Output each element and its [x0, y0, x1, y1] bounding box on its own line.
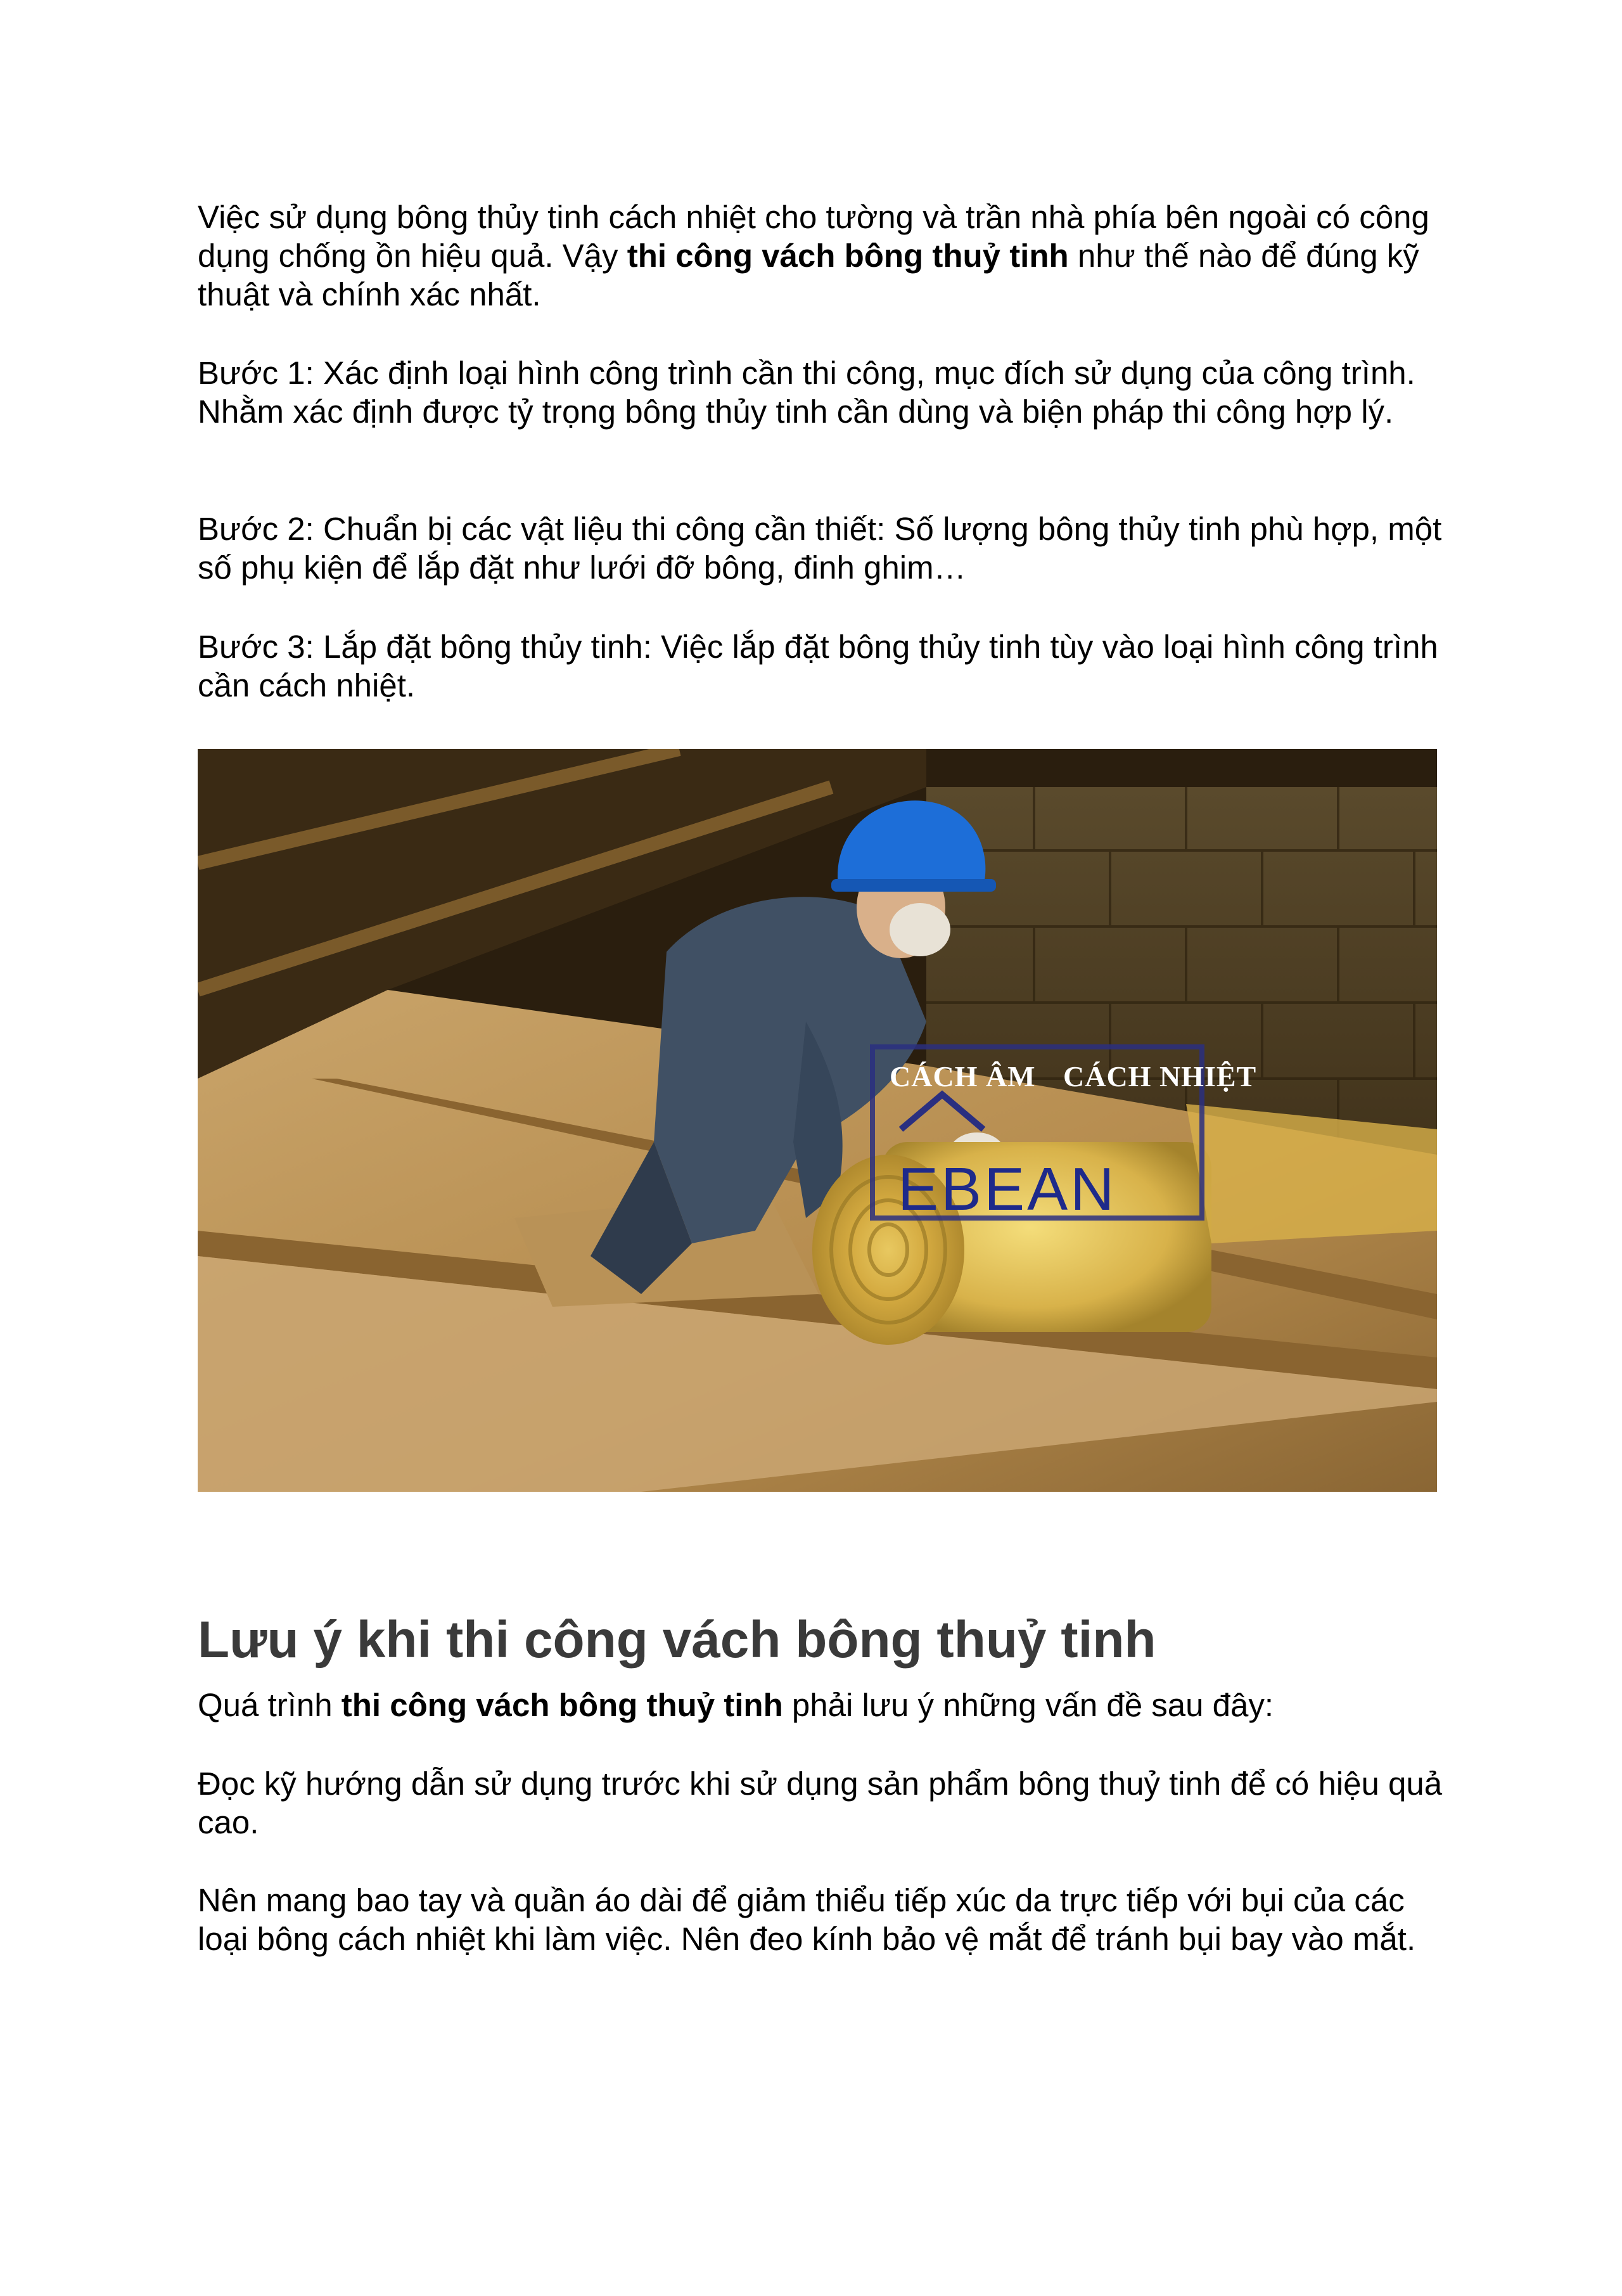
section-lead-paragraph [198, 1686, 1452, 1724]
insulation-install-photo [198, 749, 1437, 1492]
intro-text-end: như thế nào để đúng kỹ thuật và chính xác nhất. [198, 238, 1419, 312]
step-1-paragraph: Bước 1: Xác định loại hình công trình cần thi công, mục đích sử dụng của công trình. Nhằm xác định được tỷ trọng bông thủy tinh cần dùng và biện pháp thi công hợp lý. [198, 355, 1415, 430]
note-2-paragraph: Nên mang bao tay và quần áo dài để giảm thiểu tiếp xúc da trực tiếp với bụi của các loại bông cách nhiệt khi làm việc. Nên đeo kính bảo vệ mắt để tránh bụi bay vào mắt. [198, 1882, 1416, 1957]
step-3-paragraph: Bước 3: Lắp đặt bông thủy tinh: Việc lắp đặt bông thủy tinh tùy vào loại hình công trình cần cách nhiệt. [198, 629, 1438, 703]
intro-text-start: Việc sử dụng bông thủy tinh cách nhiệt cho tường và trần nhà phía bên ngoài có công dụng chống ồn hiệu quả. Vậy [198, 199, 1429, 274]
note-1-paragraph: Đọc kỹ hướng dẫn sử dụng trước khi sử dụng sản phẩm bông thuỷ tinh để có hiệu quả cao. [198, 1766, 1443, 1840]
intro-paragraph [198, 198, 1452, 314]
section-heading: Lưu ý khi thi công vách bông thuỷ tinh [198, 1611, 1156, 1669]
step-2-paragraph: Bước 2: Chuẩn bị các vật liệu thi công cần thiết: Số lượng bông thủy tinh phù hợp, một số phụ kiện để lắp đặt như lưới đỡ bông, đinh ghim… [198, 511, 1442, 586]
logo-wordmark: EBEAN [898, 1155, 1117, 1223]
lead-text-end: phải lưu ý những vấn đề sau đây: [782, 1687, 1274, 1723]
logo-caption-right: CÁCH NHIỆT [1063, 1060, 1257, 1093]
logo-caption-left: CÁCH ÂM [890, 1060, 1036, 1093]
lead-bold-phrase: thi công vách bông thuỷ tinh [341, 1687, 783, 1723]
intro-bold-phrase: thi công vách bông thuỷ tinh [627, 238, 1069, 274]
lead-text-start: Quá trình [198, 1687, 342, 1723]
